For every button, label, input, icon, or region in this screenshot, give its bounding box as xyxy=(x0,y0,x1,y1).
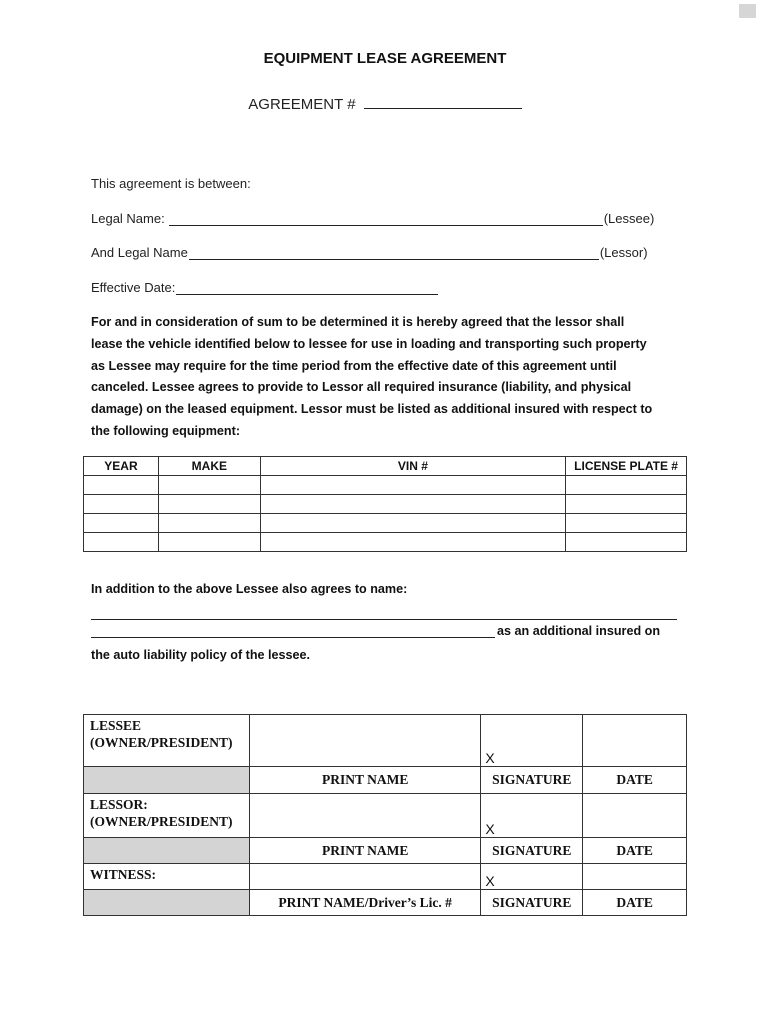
legal-name-label: Legal Name: xyxy=(91,211,165,226)
and-legal-name-label: And Legal Name xyxy=(91,245,188,260)
and-legal-name-row xyxy=(91,245,648,260)
equipment-table xyxy=(83,456,687,552)
terms-line: damage) on the leased equipment. Lessor must be listed as additional insured with respect to xyxy=(91,402,653,417)
terms-line: canceled. Lessee agrees to provide to Lessor all required insurance (liability, and physical xyxy=(91,380,632,395)
additional-insured-row xyxy=(91,624,660,638)
witness-sign-row xyxy=(84,864,687,890)
print-name-license-caption: PRINT NAME/Driver’s Lic. # xyxy=(249,890,480,916)
legal-name-row xyxy=(91,211,654,226)
terms-line: lease the vehicle identified below to lessee for use in loading and transporting such property xyxy=(91,336,647,351)
page-corner-marker xyxy=(739,4,756,18)
lessor-signature-field[interactable] xyxy=(481,794,583,838)
shaded-cell xyxy=(84,838,250,864)
year-cell[interactable] xyxy=(84,514,159,533)
make-cell[interactable] xyxy=(158,514,260,533)
date-caption: DATE xyxy=(583,890,687,916)
additional-insured-field-1[interactable] xyxy=(91,606,677,620)
lessee-date-field[interactable] xyxy=(583,715,687,767)
lessee-label xyxy=(84,715,250,767)
table-row xyxy=(84,476,687,495)
document-title: EQUIPMENT LEASE AGREEMENT xyxy=(263,50,507,67)
terms-line: the following equipment: xyxy=(91,423,241,438)
witness-print-name-field[interactable] xyxy=(249,864,480,890)
effective-date-row xyxy=(91,280,439,295)
signature-caption: SIGNATURE xyxy=(481,890,583,916)
date-caption: DATE xyxy=(583,767,687,794)
license-plate-cell[interactable] xyxy=(566,476,687,495)
x-mark: X xyxy=(485,873,495,889)
additional-insured-title: In addition to the above Lessee also agrees to name: xyxy=(91,582,408,596)
lessee-caption-row xyxy=(84,767,687,794)
lessor-caption-row xyxy=(84,838,687,864)
license-plate-cell[interactable] xyxy=(566,495,687,514)
vin-cell[interactable] xyxy=(260,533,565,552)
lessor-name-field[interactable] xyxy=(189,247,599,260)
x-mark: X xyxy=(485,750,495,766)
signature-caption: SIGNATURE xyxy=(481,767,583,794)
lessor-sign-row xyxy=(84,794,687,838)
witness-label: WITNESS: xyxy=(84,864,250,890)
lessor-suffix: (Lessor) xyxy=(599,245,648,260)
agreement-number-label: AGREEMENT # xyxy=(248,96,356,113)
witness-date-field[interactable] xyxy=(583,864,687,890)
vin-cell[interactable] xyxy=(260,514,565,533)
additional-insured-closing: the auto liability policy of the lessee. xyxy=(91,648,311,662)
year-cell[interactable] xyxy=(84,533,159,552)
lessor-print-name-field[interactable] xyxy=(249,794,480,838)
lessee-suffix: (Lessee) xyxy=(603,211,655,226)
date-caption: DATE xyxy=(583,838,687,864)
header-year: YEAR xyxy=(84,457,159,476)
x-mark: X xyxy=(485,821,495,837)
additional-insured-suffix: as an additional insured on xyxy=(497,624,661,638)
lessor-label-line: (OWNER/PRESIDENT) xyxy=(90,814,233,829)
license-plate-cell[interactable] xyxy=(566,533,687,552)
make-cell[interactable] xyxy=(158,533,260,552)
print-name-caption: PRINT NAME xyxy=(249,767,480,794)
table-row xyxy=(84,495,687,514)
shaded-cell xyxy=(84,767,250,794)
additional-insured-field-2[interactable] xyxy=(91,624,495,638)
print-name-caption: PRINT NAME xyxy=(249,838,480,864)
make-cell[interactable] xyxy=(158,476,260,495)
witness-caption-row xyxy=(84,890,687,916)
header-license-plate: LICENSE PLATE # xyxy=(566,457,687,476)
make-cell[interactable] xyxy=(158,495,260,514)
signature-table xyxy=(83,714,687,916)
year-cell[interactable] xyxy=(84,495,159,514)
effective-date-label: Effective Date: xyxy=(91,280,176,295)
lessor-label xyxy=(84,794,250,838)
header-vin: VIN # xyxy=(260,457,565,476)
lessee-label-line: LESSEE xyxy=(90,718,142,733)
lessee-sign-row xyxy=(84,715,687,767)
effective-date-field[interactable] xyxy=(176,282,438,295)
agreement-number xyxy=(0,96,770,113)
vin-cell[interactable] xyxy=(260,476,565,495)
equipment-header-row xyxy=(84,457,687,476)
agreement-number-field[interactable] xyxy=(364,96,522,109)
year-cell[interactable] xyxy=(84,476,159,495)
table-row xyxy=(84,514,687,533)
parties-intro: This agreement is between: xyxy=(91,176,251,191)
header-make: MAKE xyxy=(158,457,260,476)
lessee-name-field[interactable] xyxy=(169,213,603,226)
shaded-cell xyxy=(84,890,250,916)
terms-paragraph xyxy=(91,312,691,443)
witness-signature-field[interactable] xyxy=(481,864,583,890)
lessee-signature-field[interactable] xyxy=(481,715,583,767)
lessor-label-line: LESSOR: xyxy=(90,797,148,812)
lessee-label-line: (OWNER/PRESIDENT) xyxy=(90,735,233,750)
table-row xyxy=(84,533,687,552)
lessee-print-name-field[interactable] xyxy=(249,715,480,767)
terms-line: For and in consideration of sum to be determined it is hereby agreed that the lessor shall xyxy=(91,315,625,329)
lessor-date-field[interactable] xyxy=(583,794,687,838)
vin-cell[interactable] xyxy=(260,495,565,514)
terms-line: as Lessee may require for the time period from the effective date of this agreement until xyxy=(91,358,617,373)
signature-caption: SIGNATURE xyxy=(481,838,583,864)
license-plate-cell[interactable] xyxy=(566,514,687,533)
